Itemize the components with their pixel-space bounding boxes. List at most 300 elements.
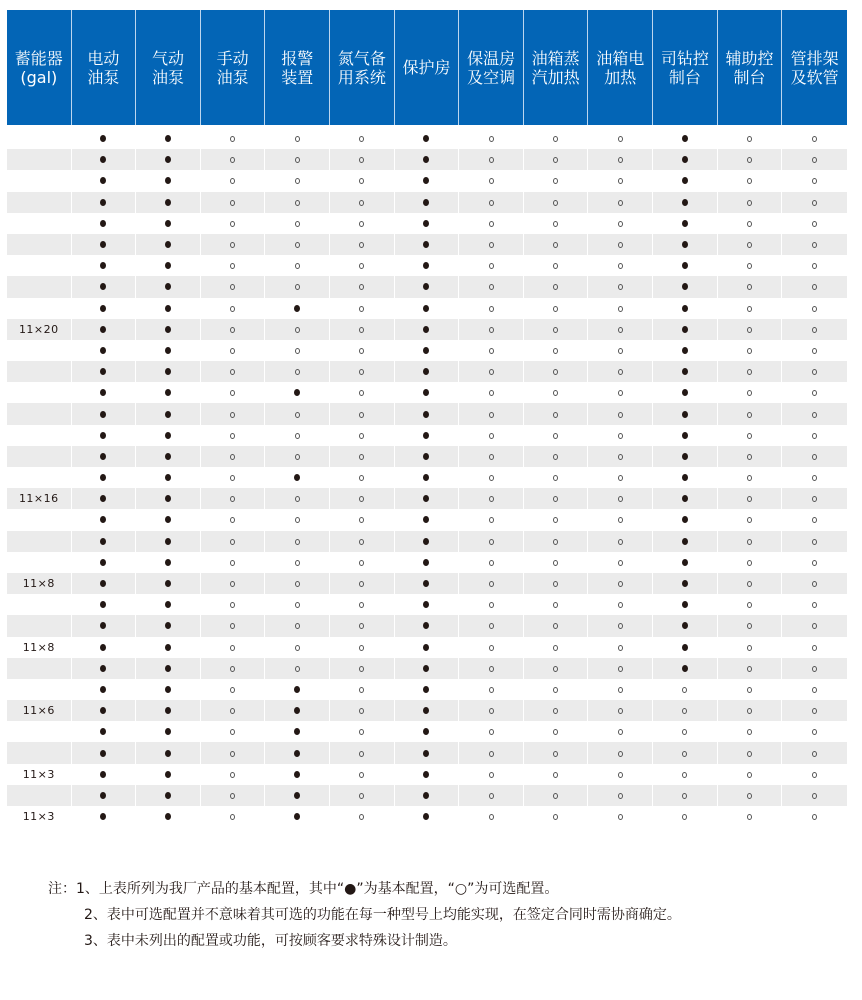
config-cell <box>395 573 460 594</box>
optional-config-circle-icon <box>812 751 817 757</box>
config-cell <box>588 340 653 361</box>
optional-config-circle-icon <box>489 814 494 820</box>
optional-config-circle-icon <box>553 178 558 184</box>
config-cell <box>653 700 718 721</box>
optional-config-circle-icon <box>489 751 494 757</box>
config-cell <box>718 637 783 658</box>
optional-config-circle-icon <box>812 560 817 566</box>
column-header-label: 汽加热 <box>531 67 580 87</box>
optional-config-circle-icon <box>489 348 494 354</box>
accumulator-model-cell <box>7 425 72 446</box>
config-cell <box>395 213 460 234</box>
optional-config-circle-icon <box>230 666 235 672</box>
column-header <box>653 10 718 125</box>
config-cell <box>330 488 395 509</box>
config-cell <box>588 361 653 382</box>
accumulator-model-cell <box>7 509 72 530</box>
config-cell <box>718 594 783 615</box>
basic-config-dot-icon <box>423 368 429 375</box>
config-cell <box>459 234 524 255</box>
optional-config-circle-icon <box>553 157 558 163</box>
optional-config-circle-icon <box>682 708 687 714</box>
config-cell <box>459 552 524 573</box>
basic-config-dot-icon <box>423 156 429 163</box>
config-cell <box>588 679 653 700</box>
optional-config-circle-icon <box>489 708 494 714</box>
config-cell <box>588 615 653 636</box>
table-row <box>7 425 847 446</box>
optional-config-circle-icon <box>812 242 817 248</box>
basic-config-dot-icon <box>682 135 688 142</box>
config-cell <box>136 764 201 785</box>
optional-config-circle-icon <box>553 475 558 481</box>
optional-config-circle-icon <box>747 623 752 629</box>
basic-config-dot-icon <box>165 665 171 672</box>
config-cell <box>72 785 137 806</box>
config-cell <box>588 255 653 276</box>
table-row <box>7 742 847 763</box>
config-cell <box>72 615 137 636</box>
optional-config-circle-icon <box>359 221 364 227</box>
basic-config-dot-icon <box>423 750 429 757</box>
table-row <box>7 234 847 255</box>
config-cell <box>72 425 137 446</box>
basic-config-dot-icon <box>165 347 171 354</box>
config-cell <box>72 658 137 679</box>
table-row <box>7 319 847 340</box>
config-cell <box>588 552 653 573</box>
config-cell <box>265 785 330 806</box>
accumulator-model-cell <box>7 658 72 679</box>
config-cell <box>136 806 201 827</box>
config-cell <box>782 806 847 827</box>
config-cell <box>265 446 330 467</box>
config-cell <box>265 149 330 170</box>
basic-config-dot-icon <box>423 283 429 290</box>
config-cell <box>395 403 460 424</box>
config-cell <box>459 192 524 213</box>
table-row <box>7 192 847 213</box>
optional-config-circle-icon <box>618 729 623 735</box>
optional-config-circle-icon <box>618 369 623 375</box>
column-header <box>7 10 72 125</box>
optional-config-circle-icon <box>359 475 364 481</box>
config-cell <box>265 615 330 636</box>
config-cell <box>395 509 460 530</box>
optional-config-circle-icon <box>489 687 494 693</box>
table-row <box>7 785 847 806</box>
config-cell <box>718 149 783 170</box>
optional-config-circle-icon <box>295 560 300 566</box>
config-cell <box>782 255 847 276</box>
optional-config-circle-icon <box>359 496 364 502</box>
optional-config-circle-icon <box>359 602 364 608</box>
basic-config-dot-icon <box>682 474 688 481</box>
optional-config-circle-icon <box>489 369 494 375</box>
column-header <box>524 10 589 125</box>
config-cell <box>459 637 524 658</box>
optional-config-circle-icon <box>359 136 364 142</box>
config-cell <box>330 170 395 191</box>
basic-config-dot-icon <box>423 347 429 354</box>
config-cell <box>72 170 137 191</box>
optional-config-circle-icon <box>618 454 623 460</box>
config-cell <box>201 594 266 615</box>
optional-config-circle-icon <box>747 560 752 566</box>
table-row <box>7 594 847 615</box>
config-cell <box>653 425 718 446</box>
basic-config-dot-icon <box>682 368 688 375</box>
basic-config-dot-icon <box>682 665 688 672</box>
accumulator-model-cell <box>7 403 72 424</box>
basic-config-dot-icon <box>423 177 429 184</box>
config-cell <box>718 806 783 827</box>
optional-config-circle-icon <box>618 475 623 481</box>
optional-config-circle-icon <box>295 327 300 333</box>
basic-config-dot-icon <box>100 177 106 184</box>
config-cell <box>653 679 718 700</box>
basic-config-dot-icon <box>423 241 429 248</box>
basic-config-dot-icon <box>100 389 106 396</box>
optional-config-circle-icon <box>359 327 364 333</box>
optional-config-circle-icon <box>359 581 364 587</box>
basic-config-dot-icon <box>100 432 106 439</box>
optional-config-circle-icon <box>295 496 300 502</box>
config-cell <box>72 594 137 615</box>
table-row <box>7 531 847 552</box>
optional-config-circle-icon <box>359 412 364 418</box>
optional-config-circle-icon <box>230 263 235 269</box>
column-header-label: 油泵 <box>87 67 120 87</box>
optional-config-circle-icon <box>489 221 494 227</box>
optional-config-circle-icon <box>359 539 364 545</box>
config-cell <box>653 509 718 530</box>
optional-config-circle-icon <box>747 687 752 693</box>
optional-config-circle-icon <box>359 645 364 651</box>
config-cell <box>459 806 524 827</box>
config-cell <box>524 742 589 763</box>
config-cell <box>395 637 460 658</box>
optional-config-circle-icon <box>230 390 235 396</box>
config-cell <box>782 149 847 170</box>
optional-config-circle-icon <box>230 560 235 566</box>
config-cell <box>718 319 783 340</box>
config-cell <box>588 192 653 213</box>
basic-config-dot-icon <box>423 538 429 545</box>
optional-config-circle-icon <box>489 178 494 184</box>
basic-config-dot-icon <box>165 305 171 312</box>
config-cell <box>459 721 524 742</box>
basic-config-dot-icon <box>165 474 171 481</box>
optional-config-circle-icon <box>295 157 300 163</box>
optional-config-circle-icon <box>812 263 817 269</box>
note-line-1 <box>48 876 681 902</box>
basic-config-dot-icon <box>100 644 106 651</box>
config-cell <box>265 721 330 742</box>
config-cell <box>136 615 201 636</box>
config-cell <box>653 467 718 488</box>
optional-config-circle-icon <box>747 327 752 333</box>
table-row <box>7 509 847 530</box>
basic-config-dot-icon <box>294 305 300 312</box>
config-cell <box>588 234 653 255</box>
accumulator-model-cell: 11×3 <box>7 806 72 827</box>
config-cell <box>330 531 395 552</box>
config-cell <box>72 700 137 721</box>
config-cell <box>330 700 395 721</box>
basic-config-dot-icon <box>165 792 171 799</box>
config-cell <box>395 149 460 170</box>
accumulator-model-cell <box>7 192 72 213</box>
basic-config-dot-icon <box>682 411 688 418</box>
config-cell <box>653 552 718 573</box>
config-cell <box>265 128 330 149</box>
basic-config-dot-icon <box>165 411 171 418</box>
config-cell <box>330 255 395 276</box>
config-cell <box>201 467 266 488</box>
config-cell <box>653 255 718 276</box>
config-cell <box>588 213 653 234</box>
basic-config-dot-icon <box>165 580 171 587</box>
optional-config-circle-icon <box>812 433 817 439</box>
basic-config-dot-icon <box>682 283 688 290</box>
config-cell <box>395 806 460 827</box>
config-cell <box>782 573 847 594</box>
config-cell <box>524 170 589 191</box>
config-cell <box>718 213 783 234</box>
note-text-1: 1、上表所列为我厂产品的基本配置，其中“●”为基本配置，“○”为可选配置。 <box>76 881 559 897</box>
optional-config-circle-icon <box>489 242 494 248</box>
config-cell <box>265 742 330 763</box>
config-cell <box>459 213 524 234</box>
config-cell <box>72 531 137 552</box>
optional-config-circle-icon <box>618 517 623 523</box>
optional-config-circle-icon <box>489 602 494 608</box>
config-cell <box>653 806 718 827</box>
optional-config-circle-icon <box>489 327 494 333</box>
config-cell <box>136 531 201 552</box>
config-cell <box>395 700 460 721</box>
basic-config-dot-icon <box>100 241 106 248</box>
config-cell <box>330 742 395 763</box>
config-cell <box>72 213 137 234</box>
basic-config-dot-icon <box>423 411 429 418</box>
accumulator-model-cell <box>7 361 72 382</box>
basic-config-dot-icon <box>100 707 106 714</box>
optional-config-circle-icon <box>359 517 364 523</box>
config-cell <box>201 213 266 234</box>
config-cell <box>718 276 783 297</box>
column-header-label: 报警 <box>281 48 314 68</box>
config-cell <box>718 509 783 530</box>
optional-config-circle-icon <box>618 814 623 820</box>
config-cell <box>395 742 460 763</box>
optional-config-circle-icon <box>618 348 623 354</box>
config-cell <box>136 276 201 297</box>
config-cell <box>588 658 653 679</box>
config-cell <box>330 128 395 149</box>
optional-config-circle-icon <box>295 645 300 651</box>
optional-config-circle-icon <box>747 242 752 248</box>
basic-config-dot-icon <box>423 559 429 566</box>
basic-config-dot-icon <box>423 622 429 629</box>
config-cell <box>201 128 266 149</box>
accumulator-model-cell <box>7 276 72 297</box>
basic-config-dot-icon <box>423 135 429 142</box>
config-cell <box>718 785 783 806</box>
basic-config-dot-icon <box>100 601 106 608</box>
config-cell <box>459 446 524 467</box>
config-cell <box>330 509 395 530</box>
accumulator-model-cell <box>7 149 72 170</box>
basic-config-dot-icon <box>165 686 171 693</box>
basic-config-dot-icon <box>100 622 106 629</box>
column-header-label: 保护房 <box>402 58 451 77</box>
optional-config-circle-icon <box>230 517 235 523</box>
basic-config-dot-icon <box>100 368 106 375</box>
optional-config-circle-icon <box>230 136 235 142</box>
config-cell <box>782 319 847 340</box>
column-header-label: 司钻控 <box>660 48 709 68</box>
optional-config-circle-icon <box>295 200 300 206</box>
optional-config-circle-icon <box>812 729 817 735</box>
basic-config-dot-icon <box>423 432 429 439</box>
basic-config-dot-icon <box>165 368 171 375</box>
config-cell <box>524 234 589 255</box>
optional-config-circle-icon <box>747 814 752 820</box>
optional-config-circle-icon <box>359 390 364 396</box>
optional-config-circle-icon <box>553 454 558 460</box>
config-cell <box>524 806 589 827</box>
config-cell <box>330 361 395 382</box>
config-cell <box>330 658 395 679</box>
config-cell <box>588 637 653 658</box>
config-cell <box>201 192 266 213</box>
basic-config-dot-icon <box>100 326 106 333</box>
basic-config-dot-icon <box>100 135 106 142</box>
optional-config-circle-icon <box>618 412 623 418</box>
config-cell <box>136 509 201 530</box>
config-cell <box>201 403 266 424</box>
config-cell <box>395 234 460 255</box>
optional-config-circle-icon <box>489 157 494 163</box>
configuration-table <box>7 10 847 827</box>
optional-config-circle-icon <box>618 751 623 757</box>
config-cell <box>782 615 847 636</box>
optional-config-circle-icon <box>359 793 364 799</box>
config-cell <box>588 467 653 488</box>
config-cell <box>718 128 783 149</box>
config-cell <box>72 573 137 594</box>
config-cell <box>718 361 783 382</box>
config-cell <box>718 742 783 763</box>
column-header-label: 加热 <box>604 67 637 87</box>
optional-config-circle-icon <box>618 560 623 566</box>
basic-config-dot-icon <box>423 601 429 608</box>
config-cell <box>782 382 847 403</box>
column-header-label: 电动 <box>87 48 120 68</box>
config-cell <box>136 128 201 149</box>
optional-config-circle-icon <box>618 284 623 290</box>
optional-config-circle-icon <box>747 136 752 142</box>
optional-config-circle-icon <box>747 772 752 778</box>
optional-config-circle-icon <box>359 284 364 290</box>
config-cell <box>201 552 266 573</box>
optional-config-circle-icon <box>618 136 623 142</box>
optional-config-circle-icon <box>618 793 623 799</box>
optional-config-circle-icon <box>489 539 494 545</box>
optional-config-circle-icon <box>230 602 235 608</box>
config-cell <box>524 594 589 615</box>
table-row <box>7 679 847 700</box>
note-line-2 <box>48 902 681 928</box>
optional-config-circle-icon <box>618 687 623 693</box>
config-cell <box>72 764 137 785</box>
config-cell <box>72 403 137 424</box>
optional-config-circle-icon <box>618 602 623 608</box>
table-row <box>7 446 847 467</box>
config-cell <box>459 658 524 679</box>
optional-config-circle-icon <box>812 666 817 672</box>
config-cell <box>136 785 201 806</box>
config-cell <box>201 382 266 403</box>
optional-config-circle-icon <box>812 221 817 227</box>
basic-config-dot-icon <box>294 813 300 820</box>
optional-config-circle-icon <box>489 263 494 269</box>
optional-config-circle-icon <box>618 157 623 163</box>
config-cell <box>201 298 266 319</box>
column-header <box>782 10 847 125</box>
basic-config-dot-icon <box>165 559 171 566</box>
optional-config-circle-icon <box>553 772 558 778</box>
config-cell <box>653 764 718 785</box>
config-cell <box>718 255 783 276</box>
config-cell <box>718 764 783 785</box>
config-cell <box>265 764 330 785</box>
basic-config-dot-icon <box>165 771 171 778</box>
config-cell <box>524 785 589 806</box>
table-row <box>7 255 847 276</box>
config-cell <box>718 192 783 213</box>
optional-config-circle-icon <box>812 772 817 778</box>
config-cell <box>72 467 137 488</box>
optional-config-circle-icon <box>618 772 623 778</box>
optional-config-circle-icon <box>295 623 300 629</box>
basic-config-dot-icon <box>423 199 429 206</box>
config-cell <box>653 721 718 742</box>
config-cell <box>201 573 266 594</box>
optional-config-circle-icon <box>489 284 494 290</box>
config-cell <box>782 594 847 615</box>
optional-config-circle-icon <box>489 772 494 778</box>
optional-config-circle-icon <box>230 200 235 206</box>
table-row <box>7 488 847 509</box>
config-cell <box>718 234 783 255</box>
optional-config-circle-icon <box>747 306 752 312</box>
config-cell <box>588 149 653 170</box>
basic-config-dot-icon <box>682 241 688 248</box>
basic-config-dot-icon <box>100 199 106 206</box>
config-cell <box>395 721 460 742</box>
config-cell <box>72 255 137 276</box>
basic-config-dot-icon <box>165 453 171 460</box>
config-cell <box>588 806 653 827</box>
config-cell <box>524 509 589 530</box>
optional-config-circle-icon <box>812 814 817 820</box>
config-cell <box>265 509 330 530</box>
optional-config-circle-icon <box>359 623 364 629</box>
config-cell <box>524 446 589 467</box>
